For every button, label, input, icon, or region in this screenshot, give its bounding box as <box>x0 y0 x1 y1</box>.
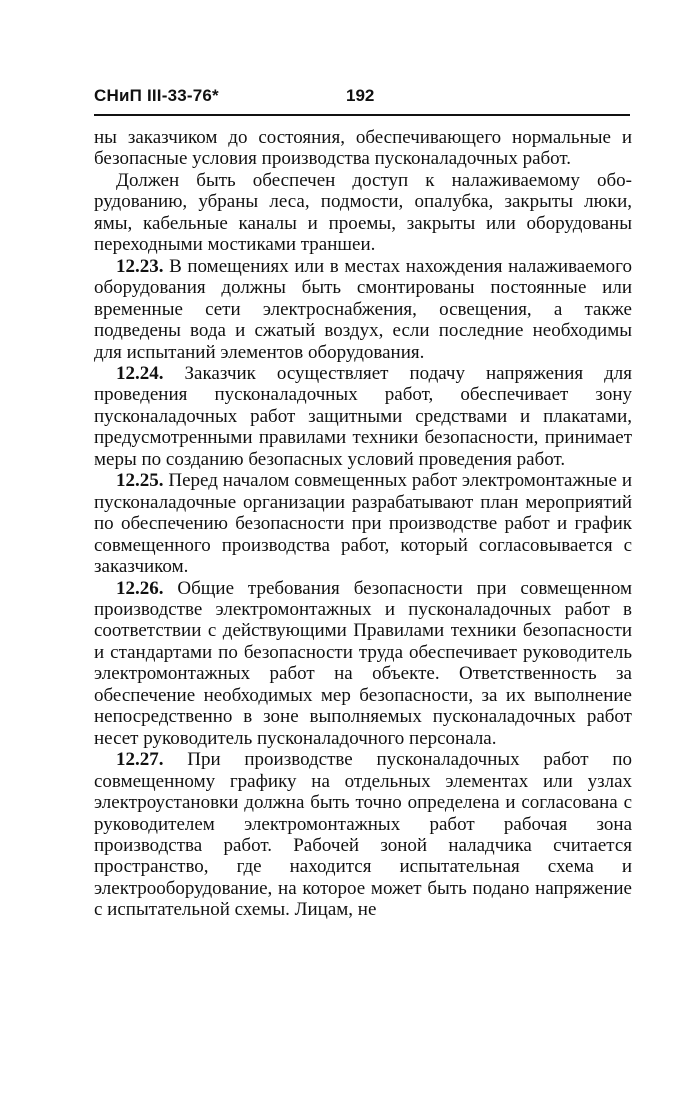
paragraph-text: ны заказчиком до состояния, обеспечивающего нормальные и безопасные условия производства пусконаладочных работ. <box>94 127 632 170</box>
paragraph-text: Заказчик осуществляет подачу напряжения для проведения пусконаладочных работ, обеспечивает зону пусконаладочных работ защитными средствами и плакатами, предусмотренными правилами техники безопасности, принимает меры по созданию безопасных условий проведения работ. <box>94 362 632 470</box>
body-text <box>94 127 632 921</box>
paragraph-12-25 <box>94 470 632 577</box>
paragraph <box>94 170 632 256</box>
page-header <box>94 86 630 112</box>
clause-number: 12.23. <box>116 255 164 277</box>
paragraph-text: Перед началом совмещенных работ электромонтажные и пусконаладочные организации разрабатывают план мероприятий по обеспечению безопасности при производстве работ и график совмещенного производства работ, который согласовывается с заказчиком. <box>94 470 632 578</box>
clause-number: 12.25. <box>116 470 164 492</box>
paragraph <box>94 127 632 170</box>
running-title: СНиП III-33-76* <box>94 86 219 105</box>
clause-number: 12.24. <box>116 362 164 384</box>
page-number: 192 <box>346 86 375 105</box>
paragraph-text: Общие требования безопасности при совмещенном производстве электромонтажных и пусконаладочных работ в соответствии с действующими Правилами техники безопасности и стандартами по безопасности труда обеспечивает руководитель электромонтажных работ на объекте. Ответственность за обеспечение необходимых мер безопасности, за их выполнение непосредственно в зоне выполняемых пусконаладочных работ несет руководитель пусконаладочного персонала. <box>94 577 632 749</box>
header-rule <box>94 114 630 116</box>
paragraph-text: Должен быть обеспечен доступ к налаживаемому оборудованию, убраны леса, подмости, опалубка, закрыты люки, ямы, кабельные каналы и проемы, закрыты или оборудованы переходными мостиками траншеи. <box>94 169 632 256</box>
paragraph-text: В помещениях или в местах нахождения налаживаемого оборудования должны быть смонтированы постоянные или временные сети электроснабжения, освещения, а также подведены вода и сжатый воздух, если последние необходимы для испытаний элементов оборудования. <box>94 255 632 363</box>
paragraph-text: При производстве пусконаладочных работ по совмещенному графику на отдельных элементах или узлах электроустановки должна быть точно определена и согласована с руководителем электромонтажных работ рабочая зона производства работ. Рабочей зоной наладчика считается пространство, где находится испытательная схема и электрооборудование, на которое может быть подано напряжение с испытательной схемы. Лицам, не <box>94 749 632 921</box>
paragraph-12-23 <box>94 256 632 363</box>
paragraph-12-27 <box>94 749 632 921</box>
paragraph-12-26 <box>94 578 632 750</box>
paragraph-12-24 <box>94 363 632 470</box>
clause-number: 12.27. <box>116 749 164 771</box>
clause-number: 12.26. <box>116 577 164 599</box>
